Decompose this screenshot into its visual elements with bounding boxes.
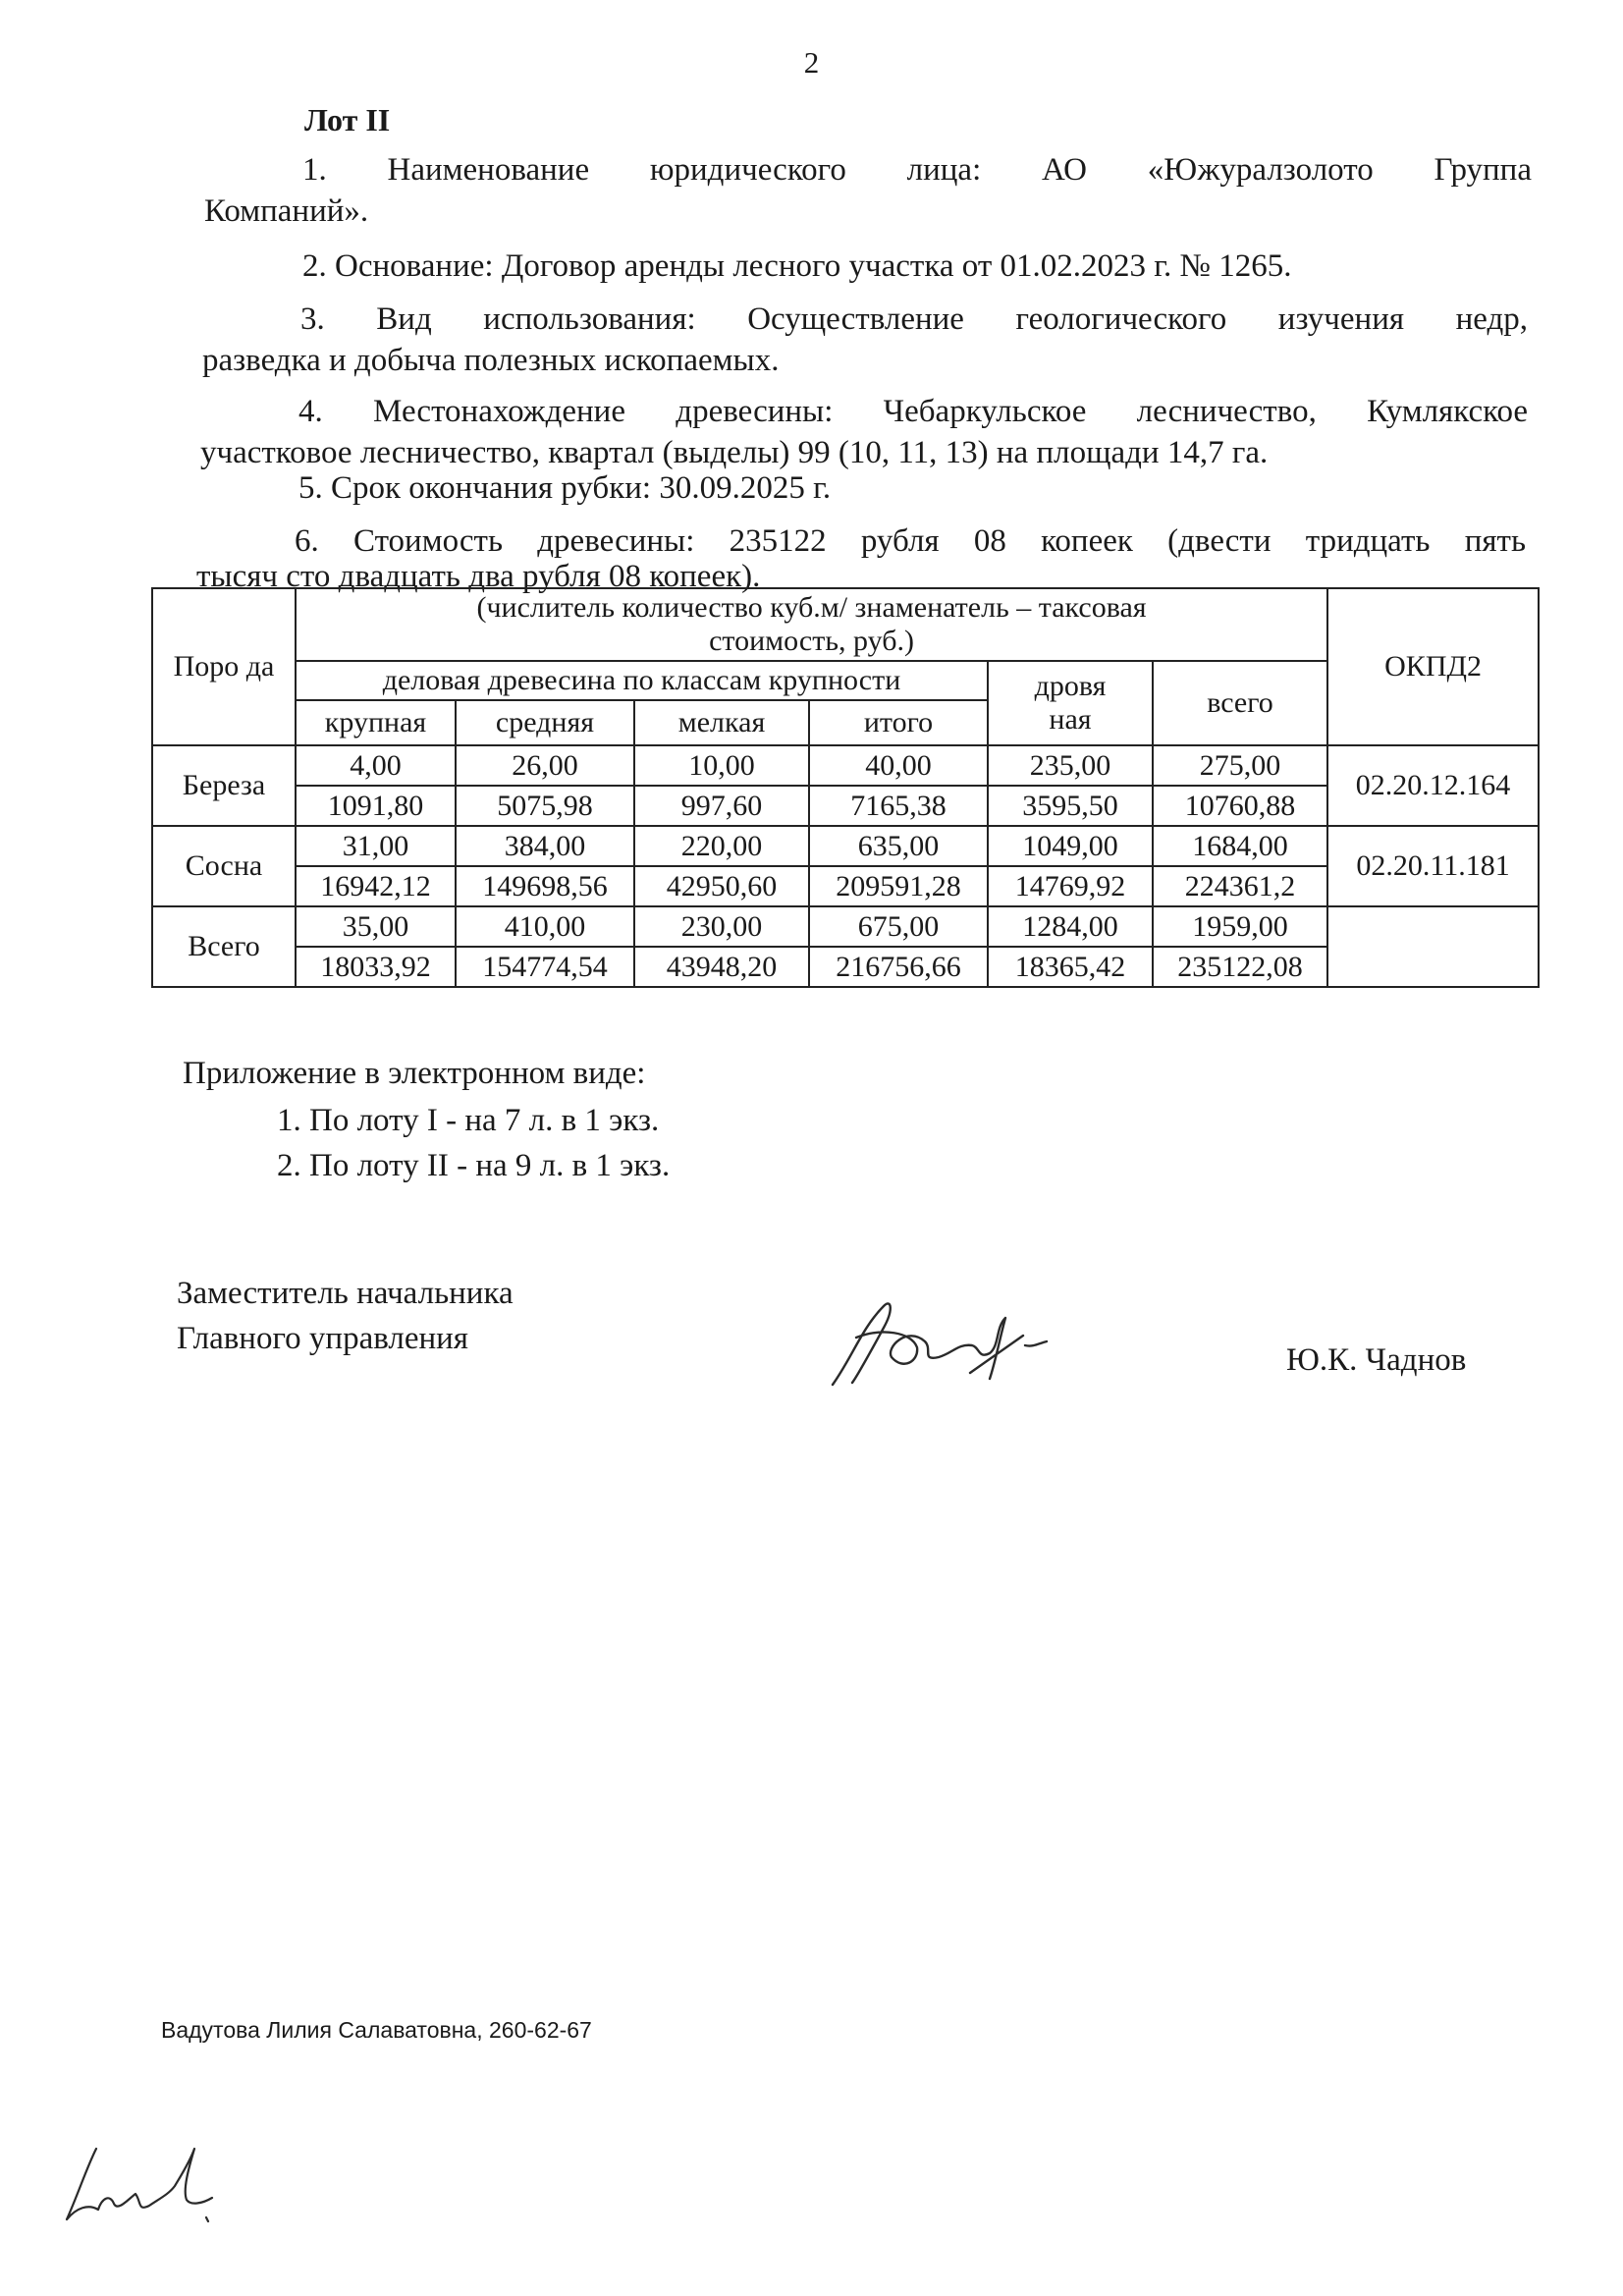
qty-cell: 31,00 bbox=[296, 826, 456, 866]
cost-cell: 209591,28 bbox=[809, 866, 988, 906]
item-3-line2: разведка и добыча полезных ископаемых. bbox=[202, 343, 780, 378]
qty-cell: 1284,00 bbox=[988, 906, 1153, 947]
header-species: Поро да bbox=[152, 588, 296, 745]
qty-cell: 230,00 bbox=[634, 906, 809, 947]
appendix-item-2: 2. По лоту II - на 9 л. в 1 экз. bbox=[277, 1148, 671, 1183]
cost-cell: 216756,66 bbox=[809, 947, 988, 987]
cost-cell: 235122,08 bbox=[1153, 947, 1327, 987]
qty-cell: 26,00 bbox=[456, 745, 634, 786]
qty-cell: 220,00 bbox=[634, 826, 809, 866]
header-col-large: крупная bbox=[296, 700, 456, 745]
item-3-line1: 3. Вид использования: Осуществление геологического изучения недр, bbox=[300, 301, 1528, 337]
item-1-line2: Компаний». bbox=[204, 193, 369, 229]
header-total: всего bbox=[1153, 661, 1327, 745]
species-name: Сосна bbox=[152, 826, 296, 906]
cost-cell: 14769,92 bbox=[988, 866, 1153, 906]
header-firewood: дровя ная bbox=[988, 661, 1153, 745]
item-1-line1: 1. Наименование юридического лица: АО «Южуралзолото Группа bbox=[302, 152, 1532, 188]
cost-cell: 224361,2 bbox=[1153, 866, 1327, 906]
qty-cell: 40,00 bbox=[809, 745, 988, 786]
cost-cell: 18365,42 bbox=[988, 947, 1153, 987]
qty-cell: 10,00 bbox=[634, 745, 809, 786]
signatory-name: Ю.К. Чаднов bbox=[1286, 1342, 1467, 1378]
okpd-code: 02.20.11.181 bbox=[1327, 826, 1539, 906]
lot-title: Лот II bbox=[304, 102, 391, 137]
header-col-medium: средняя bbox=[456, 700, 634, 745]
signatory-position-line1: Заместитель начальника bbox=[177, 1276, 514, 1311]
qty-cell: 4,00 bbox=[296, 745, 456, 786]
qty-cell: 1049,00 bbox=[988, 826, 1153, 866]
cost-cell: 16942,12 bbox=[296, 866, 456, 906]
cost-cell: 5075,98 bbox=[456, 786, 634, 826]
cost-cell: 42950,60 bbox=[634, 866, 809, 906]
qty-cell: 1684,00 bbox=[1153, 826, 1327, 866]
cost-cell: 154774,54 bbox=[456, 947, 634, 987]
cost-cell: 1091,80 bbox=[296, 786, 456, 826]
appendix-item-1: 1. По лоту I - на 7 л. в 1 экз. bbox=[277, 1103, 660, 1138]
item-4-line1: 4. Местонахождение древесины: Чебаркульское лесничество, Кумлякское bbox=[298, 394, 1528, 429]
okpd-code bbox=[1327, 906, 1539, 987]
qty-cell: 635,00 bbox=[809, 826, 988, 866]
qty-cell: 35,00 bbox=[296, 906, 456, 947]
page-number: 2 bbox=[803, 45, 820, 80]
qty-cell: 384,00 bbox=[456, 826, 634, 866]
qty-cell: 275,00 bbox=[1153, 745, 1327, 786]
initials-image bbox=[59, 2139, 226, 2227]
wood-table bbox=[151, 587, 1540, 988]
header-units: (числитель количество куб.м/ знаменатель – таксовая стоимость, руб.) bbox=[296, 588, 1327, 661]
item-2: 2. Основание: Договор аренды лесного участка от 01.02.2023 г. № 1265. bbox=[302, 248, 1292, 284]
header-col-small: мелкая bbox=[634, 700, 809, 745]
cost-cell: 7165,38 bbox=[809, 786, 988, 826]
header-col-subtotal: итого bbox=[809, 700, 988, 745]
species-name: Всего bbox=[152, 906, 296, 987]
cost-cell: 18033,92 bbox=[296, 947, 456, 987]
executor-contact: Вадутова Лилия Салаватовна, 260-62-67 bbox=[161, 2017, 592, 2043]
cost-cell: 43948,20 bbox=[634, 947, 809, 987]
qty-cell: 410,00 bbox=[456, 906, 634, 947]
cost-cell: 10760,88 bbox=[1153, 786, 1327, 826]
okpd-code: 02.20.12.164 bbox=[1327, 745, 1539, 826]
appendix-title: Приложение в электронном виде: bbox=[183, 1056, 646, 1091]
item-4-line2: участковое лесничество, квартал (выделы) 99 (10, 11, 13) на площади 14,7 га. bbox=[200, 435, 1269, 470]
item-6-line2: тысяч сто двадцать два рубля 08 копеек). bbox=[196, 559, 761, 594]
cost-cell: 149698,56 bbox=[456, 866, 634, 906]
qty-cell: 675,00 bbox=[809, 906, 988, 947]
header-business-wood: деловая древесина по классам крупности bbox=[296, 661, 988, 700]
signatory-position-line2: Главного управления bbox=[177, 1321, 468, 1356]
cost-cell: 997,60 bbox=[634, 786, 809, 826]
qty-cell: 235,00 bbox=[988, 745, 1153, 786]
cost-cell: 3595,50 bbox=[988, 786, 1153, 826]
species-name: Береза bbox=[152, 745, 296, 826]
item-5: 5. Срок окончания рубки: 30.09.2025 г. bbox=[298, 470, 832, 506]
qty-cell: 1959,00 bbox=[1153, 906, 1327, 947]
header-okpd: ОКПД2 bbox=[1327, 588, 1539, 745]
item-6-line1: 6. Стоимость древесины: 235122 рубля 08 копеек (двести тридцать пять bbox=[295, 523, 1526, 559]
signature-image bbox=[823, 1288, 1058, 1396]
